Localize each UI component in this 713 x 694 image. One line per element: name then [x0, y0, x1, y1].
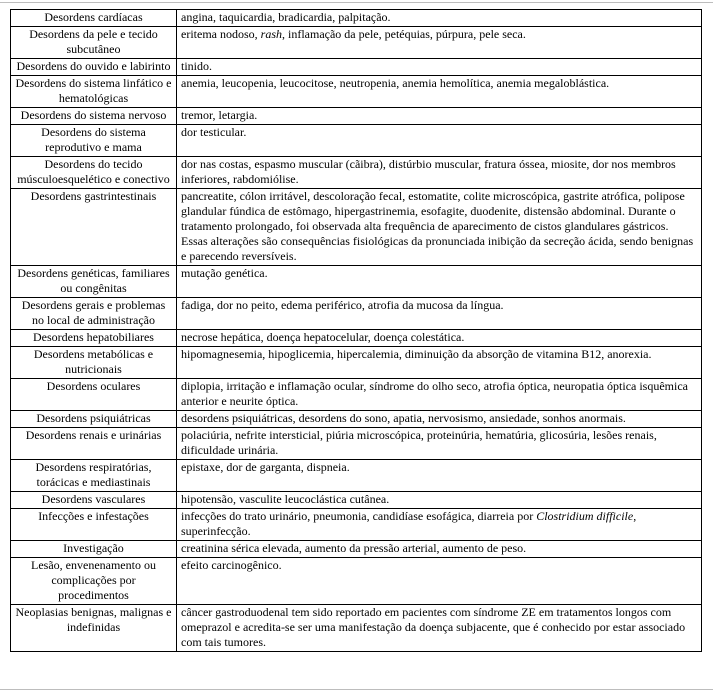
description-cell	[177, 266, 702, 298]
table-row	[11, 27, 702, 59]
table-row	[11, 189, 702, 266]
description-segment: epistaxe, dor de garganta, dispneia.	[181, 460, 350, 474]
page-top-edge-line	[0, 2, 713, 3]
category-cell: Desordens genéticas, familiares ou congênitas	[11, 266, 177, 298]
category-cell: Infecções e infestações	[11, 509, 177, 541]
category-cell: Desordens gastrintestinais	[11, 189, 177, 266]
description-cell	[177, 330, 702, 347]
description-segment: tinido.	[181, 59, 213, 73]
category-cell: Desordens renais e urinárias	[11, 428, 177, 460]
description-segment: infecções do trato urinário, pneumonia, candidíase esofágica, diarreia por	[181, 509, 537, 523]
category-cell: Desordens respiratórias, torácicas e mediastinais	[11, 460, 177, 492]
table-row	[11, 460, 702, 492]
description-segment: , superinfecção.	[181, 509, 637, 538]
description-cell	[177, 605, 702, 652]
table-row	[11, 428, 702, 460]
description-segment: , inflamação da pele, petéquias, púrpura, pele seca.	[282, 27, 526, 41]
description-cell	[177, 189, 702, 266]
description-segment: mutação genética.	[181, 266, 268, 280]
description-cell	[177, 298, 702, 330]
description-segment: diplopia, irritação e inflamação ocular, síndrome do olho seco, atrofia óptica, neuropatia óptica isquêmica anterior e neurite óptica.	[181, 379, 688, 408]
description-segment: angina, taquicardia, bradicardia, palpitação.	[181, 10, 391, 24]
page-bottom-edge-line	[0, 689, 713, 690]
category-cell: Desordens metabólicas e nutricionais	[11, 347, 177, 379]
category-cell: Desordens vasculares	[11, 492, 177, 509]
category-cell: Desordens gerais e problemas no local de administração	[11, 298, 177, 330]
description-segment: hipotensão, vasculite leucoclástica cutânea.	[181, 492, 390, 506]
category-cell: Lesão, envenenamento ou complicações por procedimentos	[11, 558, 177, 605]
table-row	[11, 76, 702, 108]
table-row	[11, 330, 702, 347]
category-cell: Desordens do tecido músculoesquelético e conectivo	[11, 157, 177, 189]
description-cell	[177, 492, 702, 509]
table-row	[11, 157, 702, 189]
description-segment: hipomagnesemia, hipoglicemia, hipercalemia, diminuição da absorção de vitamina B12, anorexia.	[181, 347, 652, 361]
description-segment: pancreatite, cólon irritável, descoloração fecal, estomatite, colite microscópica, gastrite atrófica, polipose glandular fúndica de estômago, hipergastrinemia, esofagite, duodenite, distensão abdominal. Durante o tratamento prolongado, foi observada alta frequência de aparecimento de cistos glandulares gástricos. Essas alterações são consequências fisiológicas da pronunciada inibição da secreção ácida, sendo benignas e parecendo reversíveis.	[181, 189, 694, 263]
description-cell	[177, 411, 702, 428]
category-cell: Desordens hepatobiliares	[11, 330, 177, 347]
table-row	[11, 541, 702, 558]
description-segment: efeito carcinogênico.	[181, 558, 282, 572]
description-cell	[177, 558, 702, 605]
category-cell: Desordens psiquiátricas	[11, 411, 177, 428]
table-row	[11, 492, 702, 509]
description-cell	[177, 125, 702, 157]
table-row	[11, 10, 702, 27]
description-segment: tremor, letargia.	[181, 108, 258, 122]
category-cell: Neoplasias benignas, malignas e indefinidas	[11, 605, 177, 652]
description-segment: creatinina sérica elevada, aumento da pressão arterial, aumento de peso.	[181, 541, 527, 555]
table-row	[11, 266, 702, 298]
description-segment: necrose hepática, doença hepatocelular, doença colestática.	[181, 330, 465, 344]
adverse-reactions-table	[10, 9, 702, 652]
category-cell: Investigação	[11, 541, 177, 558]
table-row	[11, 125, 702, 157]
category-cell: Desordens oculares	[11, 379, 177, 411]
table-row	[11, 605, 702, 652]
description-cell	[177, 76, 702, 108]
description-cell	[177, 59, 702, 76]
table-body	[11, 10, 702, 652]
table-row	[11, 347, 702, 379]
table-row	[11, 558, 702, 605]
description-cell	[177, 108, 702, 125]
description-segment: anemia, leucopenia, leucocitose, neutropenia, anemia hemolítica, anemia megaloblástica.	[181, 76, 610, 90]
table-row	[11, 59, 702, 76]
description-cell	[177, 379, 702, 411]
table-row	[11, 108, 702, 125]
description-italic-segment: rash	[260, 27, 282, 41]
description-segment: câncer gastroduodenal tem sido reportado em pacientes com síndrome ZE em tratamentos longos com omeprazol e acredita-se ser uma manifestação da doença subjacente, que é conhecido por estar associado com tais tumores.	[181, 605, 686, 649]
description-cell	[177, 541, 702, 558]
description-cell	[177, 460, 702, 492]
description-italic-segment: Clostridium difficile	[536, 509, 634, 523]
description-segment: polaciúria, nefrite intersticial, piúria microscópica, proteinúria, hematúria, glicosúria, lesões renais, dificuldade urinária.	[181, 428, 657, 457]
description-segment: dor nas costas, espasmo muscular (cãibra), distúrbio muscular, fratura óssea, miosite, dor nos membros inferiores, rabdomiólise.	[181, 157, 676, 186]
table-row	[11, 411, 702, 428]
description-cell	[177, 157, 702, 189]
category-cell: Desordens do sistema reprodutivo e mama	[11, 125, 177, 157]
description-segment: dor testicular.	[181, 125, 247, 139]
description-segment: fadiga, dor no peito, edema periférico, atrofia da mucosa da língua.	[181, 298, 504, 312]
category-cell: Desordens do sistema linfático e hematológicas	[11, 76, 177, 108]
description-cell	[177, 347, 702, 379]
description-segment: eritema nodoso,	[181, 27, 261, 41]
category-cell: Desordens do sistema nervoso	[11, 108, 177, 125]
description-cell	[177, 10, 702, 27]
table-row	[11, 298, 702, 330]
table-row	[11, 379, 702, 411]
description-segment: desordens psiquiátricas, desordens do sono, apatia, nervosismo, ansiedade, sonhos anormais.	[181, 411, 626, 425]
category-cell: Desordens cardíacas	[11, 10, 177, 27]
table-row	[11, 509, 702, 541]
description-cell	[177, 509, 702, 541]
description-cell	[177, 428, 702, 460]
category-cell: Desordens da pele e tecido subcutâneo	[11, 27, 177, 59]
category-cell: Desordens do ouvido e labirinto	[11, 59, 177, 76]
description-cell	[177, 27, 702, 59]
